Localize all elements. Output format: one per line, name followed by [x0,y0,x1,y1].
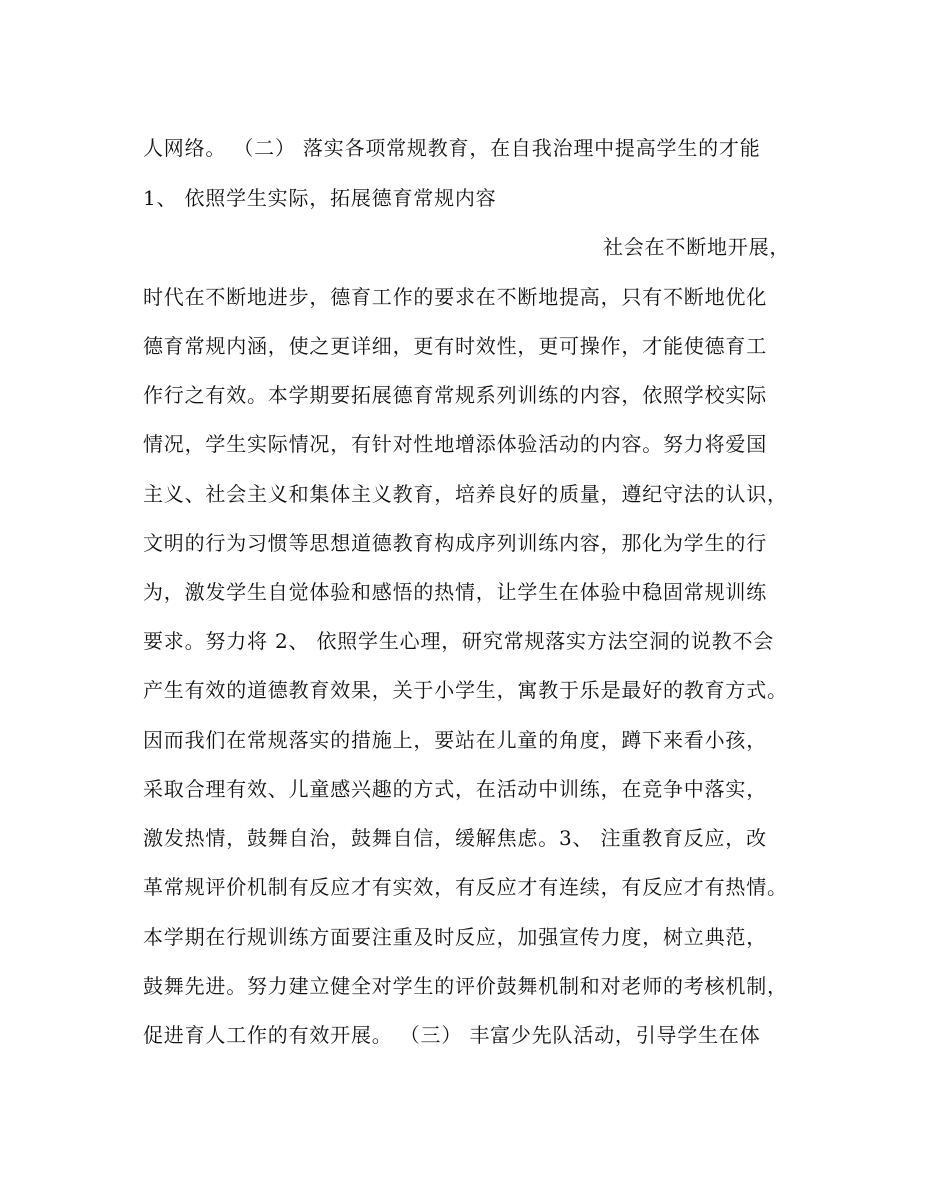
text-line: 促进育人工作的有效开展。 （三） 丰富少先队活动，引导学生在体 [143,1023,761,1047]
text-line: 激发热情，鼓舞自治，鼓舞自信，缓解焦虑。3、 注重教育反应，改 [143,826,767,850]
text-line: 革常规评价机制有反应才有实效，有反应才有连续，有反应才有热情。 [143,875,788,899]
text-line: 时代在不断地进步，德育工作的要求在不断地提高，只有不断地优化 [143,285,767,309]
text-line: 文明的行为习惯等思想道德教育构成序列训练内容，那化为学生的行 [143,531,767,555]
text-line: 本学期在行规训练方面要注重及时反应，加强宣传力度，树立典范， [143,925,767,949]
text-line: 因而我们在常规落实的措施上，要站在儿童的角度，蹲下来看小孩， [143,728,767,752]
text-line: 采取合理有效、儿童感兴趣的方式，在活动中训练，在竞争中落实， [143,777,767,801]
text-line: 社会在不断地开展， [603,235,791,259]
text-line: 情况，学生实际情况，有针对性地增添体验活动的内容。努力将爱国 [143,432,767,456]
text-line: 人网络。 （二） 落实各项常规教育，在自我治理中提高学生的才能 [143,136,761,160]
text-line: 鼓舞先进。努力建立健全对学生的评价鼓舞机制和对老师的考核机制， [143,974,788,998]
text-line: 德育常规内涵，使之更详细，更有时效性，更可操作，才能使德育工 [143,334,767,358]
text-line: 要求。努力将 2、 依照学生心理，研究常规落实方法空洞的说教不会 [143,629,775,653]
text-line: 1、 依照学生实际，拓展德育常规内容 [143,186,497,210]
text-line: 作行之有效。本学期要拓展德育常规系列训练的内容，依照学校实际 [143,383,767,407]
text-line: 主义、社会主义和集体主义教育，培养良好的质量，遵纪守法的认识， [143,482,788,506]
text-line: 产生有效的道德教育效果，关于小学生，寓教于乐是最好的教育方式。 [143,678,788,702]
text-line: 为，激发学生自觉体验和感悟的热情，让学生在体验中稳固常规训练 [143,580,767,604]
